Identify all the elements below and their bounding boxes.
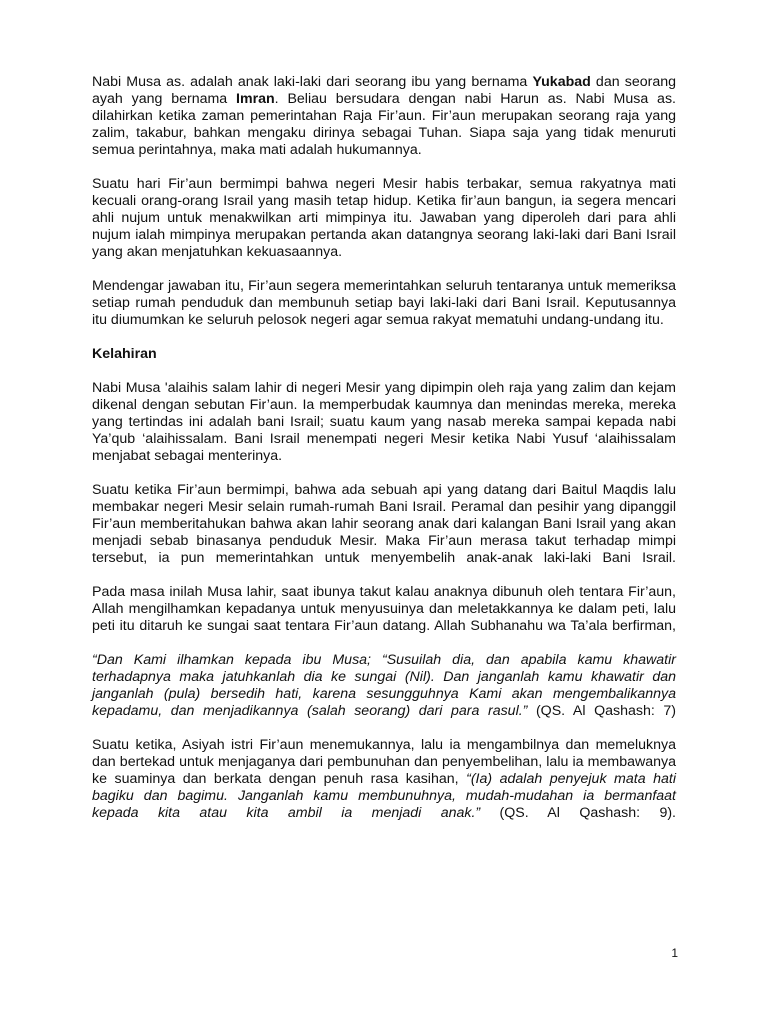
asiyah-reference: (QS. Al Qashash: 9). [480, 805, 676, 821]
paragraph-dream: Suatu hari Fir’aun bermimpi bahwa negeri Mesir habis terbakar, semua rakyatnya mati kecuali orang-orang Israil yang masih tetap hidup. Ketika fir’aun bangun, ia segera mencari ahli nujum untuk menakwilkan arti mimpinya itu. Jawaban yang diperoleh dari para ahli nujum ialah mimpinya merupakan pertanda akan datangnya seorang laki-laki dari Bani Israil yang akan menjatuhkan kekuasaannya. [92, 176, 676, 260]
page-number: 1 [671, 946, 678, 960]
paragraph-quote-qashash-7 [92, 652, 676, 720]
section-heading: Kelahiran [92, 346, 157, 362]
quote-text: “Dan Kami ilhamkan kepada ibu Musa; “Susuilah dia, dan apabila kamu khawatir terhadapnya maka jatuhkanlah dia ke sungai (Nil). Dan janganlah kamu khawatir dan janganlah (pula) bersedih hati, karena sesungguhnya Kami akan mengembalikannya kepadamu, dan menjadikannya (salah seorang) dari para rasul.” [92, 652, 676, 719]
name-yukabad: Yukabad [532, 74, 591, 90]
paragraph-intro [92, 74, 676, 159]
document-page [92, 74, 676, 839]
intro-text-1: Nabi Musa as. adalah anak laki-laki dari seorang ibu yang bernama [92, 74, 533, 90]
intro-text-2: dan seorang ayah yang bernama [92, 74, 677, 107]
quote-reference: (QS. Al Qashash: 7) [527, 703, 677, 719]
paragraph-prophecy: Suatu ketika Fir’aun bermimpi, bahwa ada sebuah api yang datang dari Baitul Maqdis lalu membakar negeri Mesir selain rumah-rumah Bani Israil. Peramal dan pesihir yang dipanggil Fir’aun memberitahukan bahwa akan lahir seorang anak dari kalangan Bani Israil yang akan menjadi sebab binasanya penduduk Mesir. Maka Fir’aun merasa takut terhadap mimpi tersebut, ia pun memerintahkan untuk menyembelih anak-anak laki-laki Bani Israil. [92, 482, 676, 566]
paragraph-revelation: Pada masa inilah Musa lahir, saat ibunya takut kalau anaknya dibunuh oleh tentara Fir’aun, Allah mengilhamkan kepadanya untuk menyusuinya dan meletakkannya ke dalam peti, lalu peti itu ditaruh ke sungai saat tentara Fir’aun datang. Allah Subhanahu wa Ta’ala berfirman, [92, 584, 676, 634]
intro-text-3: . Beliau bersudara dengan nabi Harun as. Nabi Musa as. dilahirkan ketika zaman pemerintahan Raja Fir’aun. Fir’aun merupakan seorang raja yang zalim, takabur, bahkan mengaku dirinya sebagai Tuhan. Siapa saja yang tidak menuruti semua perintahnya, maka mati adalah hukumannya. [92, 91, 676, 158]
paragraph-order: Mendengar jawaban itu, Fir’aun segera memerintahkan seluruh tentaranya untuk memeriksa setiap rumah penduduk dan membunuh setiap bayi laki-laki dari Bani Israil. Keputusannya itu diumumkan ke seluruh pelosok negeri agar semua rakyat mematuhi undang-undang itu. [92, 278, 676, 328]
paragraph-asiyah [92, 737, 676, 822]
asiyah-quote: “(Ia) adalah penyejuk mata hati bagiku dan bagimu. Janganlah kamu membunuhnya, mudah-mudahan ia bermanfaat kepada kita atau kita ambil ia menjadi anak.” [92, 771, 676, 821]
paragraph-birth: Nabi Musa 'alaihis salam lahir di negeri Mesir yang dipimpin oleh raja yang zalim dan kejam dikenal dengan sebutan Fir’aun. Ia memperbudak kaumnya dan menindas mereka, mereka yang tertindas ini adalah bani Israil; suatu kaum yang nasab mereka sampai kepada nabi Ya’qub ‘alaihissalam. Bani Israil menempati negeri Mesir ketika Nabi Yusuf ‘alaihissalam menjabat sebagai menterinya. [92, 380, 676, 464]
name-imran: Imran [236, 91, 275, 107]
asiyah-text: Suatu ketika, Asiyah istri Fir’aun menemukannya, lalu ia mengambilnya dan memeluknya dan bertekad untuk menjaganya dari pembunuhan dan penyembelihan, lalu ia membawanya ke suaminya dan berkata dengan penuh rasa kasihan, [92, 737, 676, 787]
